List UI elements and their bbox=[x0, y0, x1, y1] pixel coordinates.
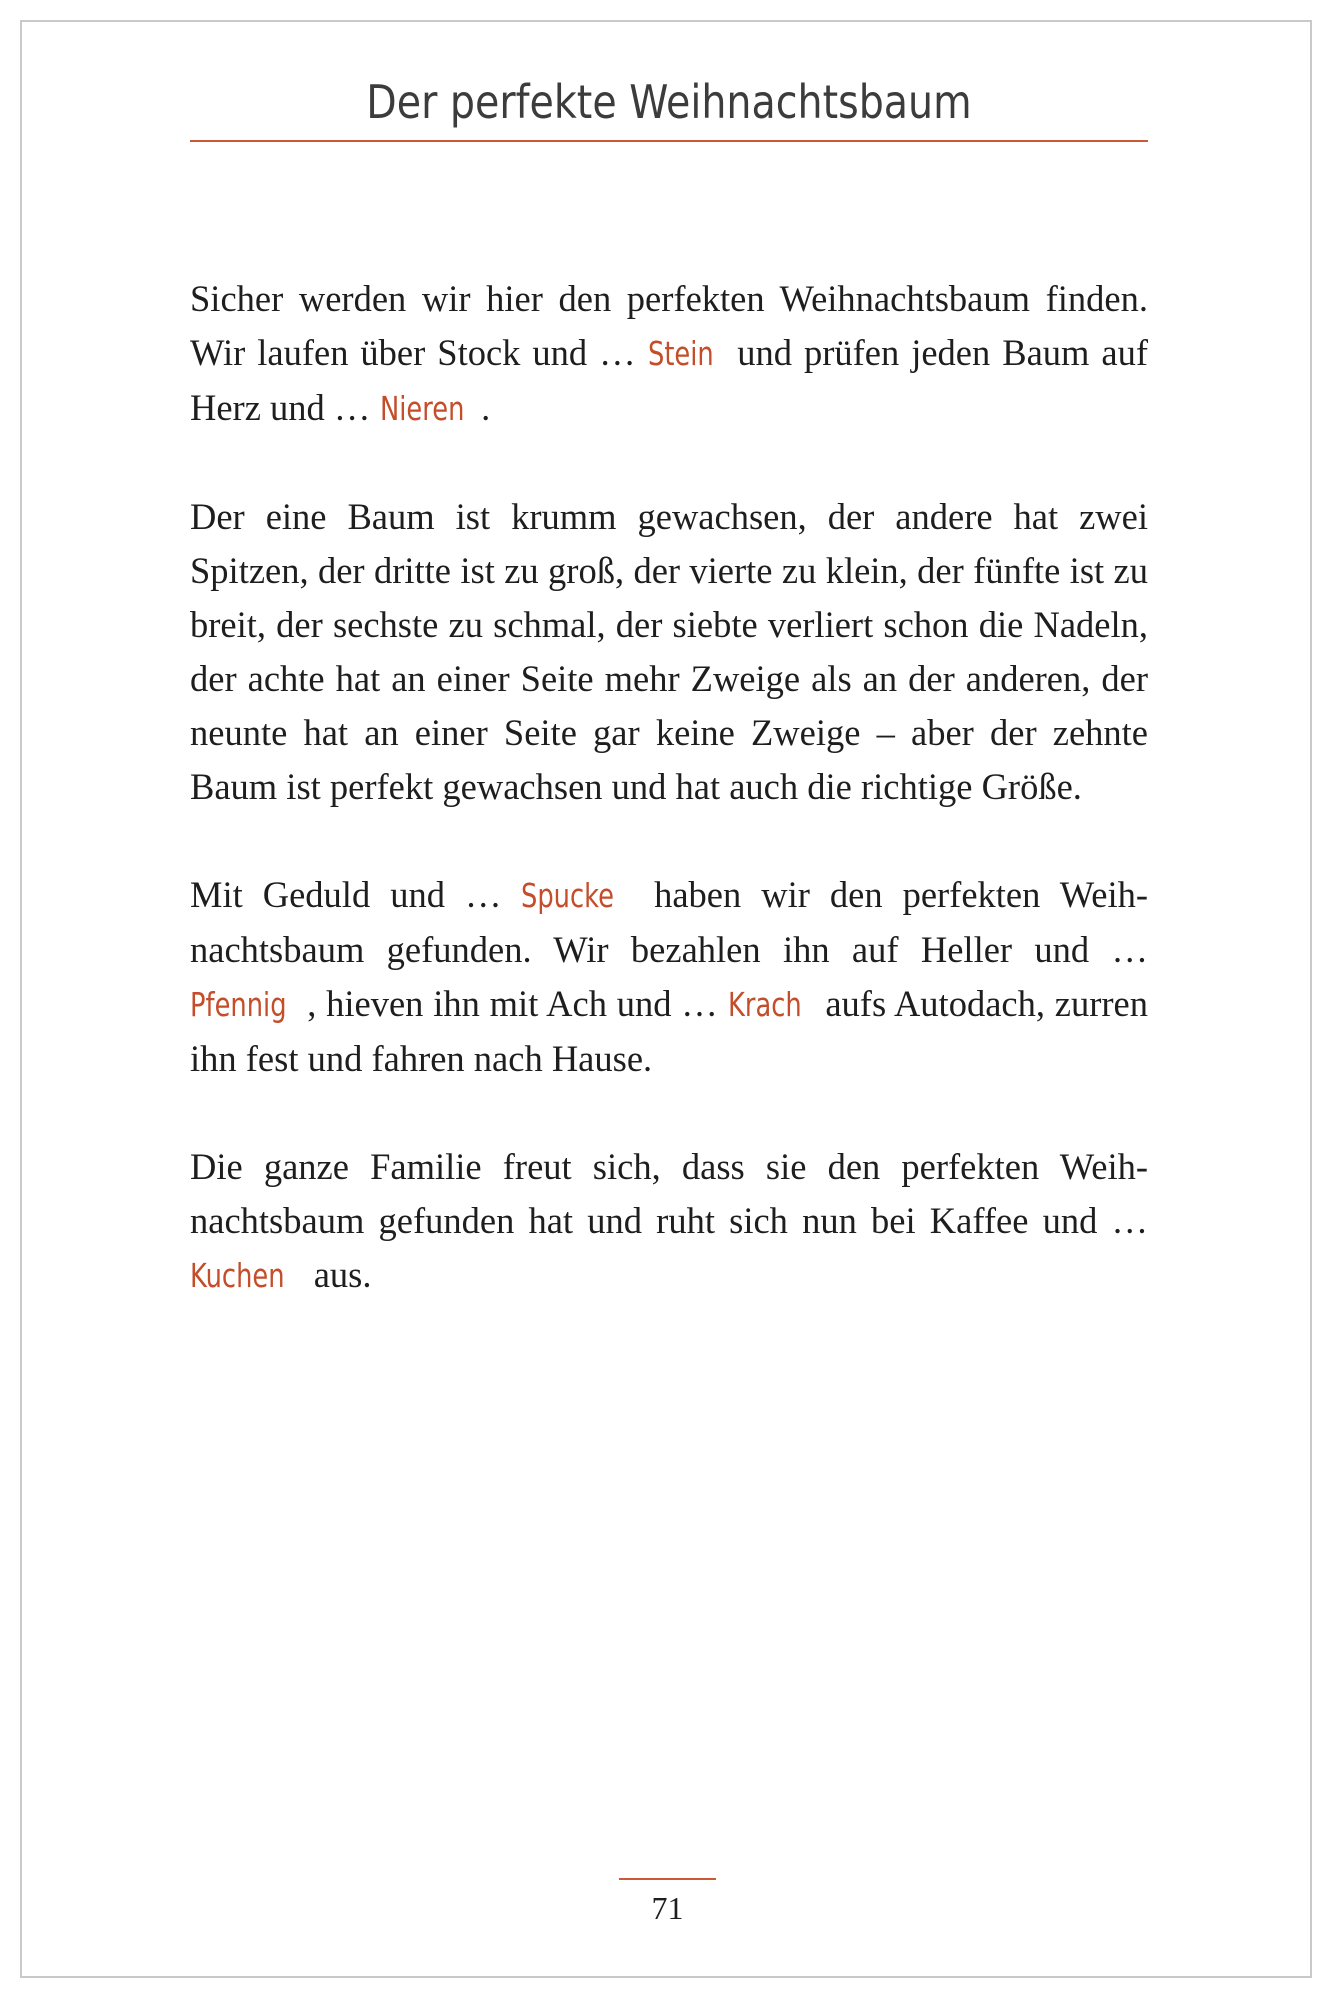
text-segment: . bbox=[481, 387, 491, 428]
keyword-stein: Stein bbox=[647, 334, 714, 373]
keyword-pfennig: Pfennig bbox=[190, 985, 287, 1024]
keyword-kuchen: Kuchen bbox=[190, 1256, 285, 1295]
paragraph-2 bbox=[190, 490, 1148, 814]
text-segment: haben wir den perfekten Weihnachtsbaum gefunden. Wir bezahlen ihn auf Heller und … bbox=[190, 874, 1148, 970]
paragraph-1 bbox=[190, 272, 1148, 436]
header-divider bbox=[190, 140, 1148, 142]
text-segment: aufs Autodach, zurren ihn fest und fahren nach Hause. bbox=[190, 983, 1148, 1079]
text-segment: Sicher werden wir hier den perfekten Weihnachtsbaum finden. Wir laufen über Stock und … bbox=[190, 278, 1148, 373]
text-segment: Mit Geduld und … bbox=[190, 874, 522, 915]
running-header bbox=[190, 72, 1148, 132]
page-title: Der perfekte Weihnachtsbaum bbox=[366, 75, 972, 129]
keyword-spucke: Spucke bbox=[521, 876, 615, 915]
keyword-nieren: Nieren bbox=[379, 389, 464, 428]
body-text bbox=[190, 272, 1148, 1357]
page-number: 71 bbox=[651, 1890, 684, 1926]
text-segment: Der eine Baum ist krumm gewachsen, der andere hat zwei Spitzen, der dritte ist zu groß, der vierte zu klein, der fünfte ist zu breit, der sechste zu schmal, der siebte verliert schon die Nadeln, der achte hat an einer Seite mehr Zweige als an der anderen, der neunte hat an einer Seite gar keine Zweige – aber der zehnte Baum ist perfekt gewachsen und hat auch die richtige Größe. bbox=[190, 496, 1148, 807]
text-segment: und prüfen jeden Baum auf Herz und … bbox=[190, 332, 1149, 428]
text-segment: , hieven ihn mit Ach und … bbox=[307, 983, 728, 1024]
footer-divider bbox=[619, 1878, 716, 1880]
keyword-krach: Krach bbox=[727, 985, 802, 1024]
text-segment: Die ganze Familie freut sich, dass sie den perfekten Weihnachtsbaum gefunden hat und ruht sich nun bei Kaffee und … bbox=[190, 1146, 1148, 1241]
paragraph-4 bbox=[190, 1140, 1148, 1303]
paragraph-3 bbox=[190, 868, 1148, 1086]
text-segment: aus. bbox=[304, 1254, 372, 1295]
